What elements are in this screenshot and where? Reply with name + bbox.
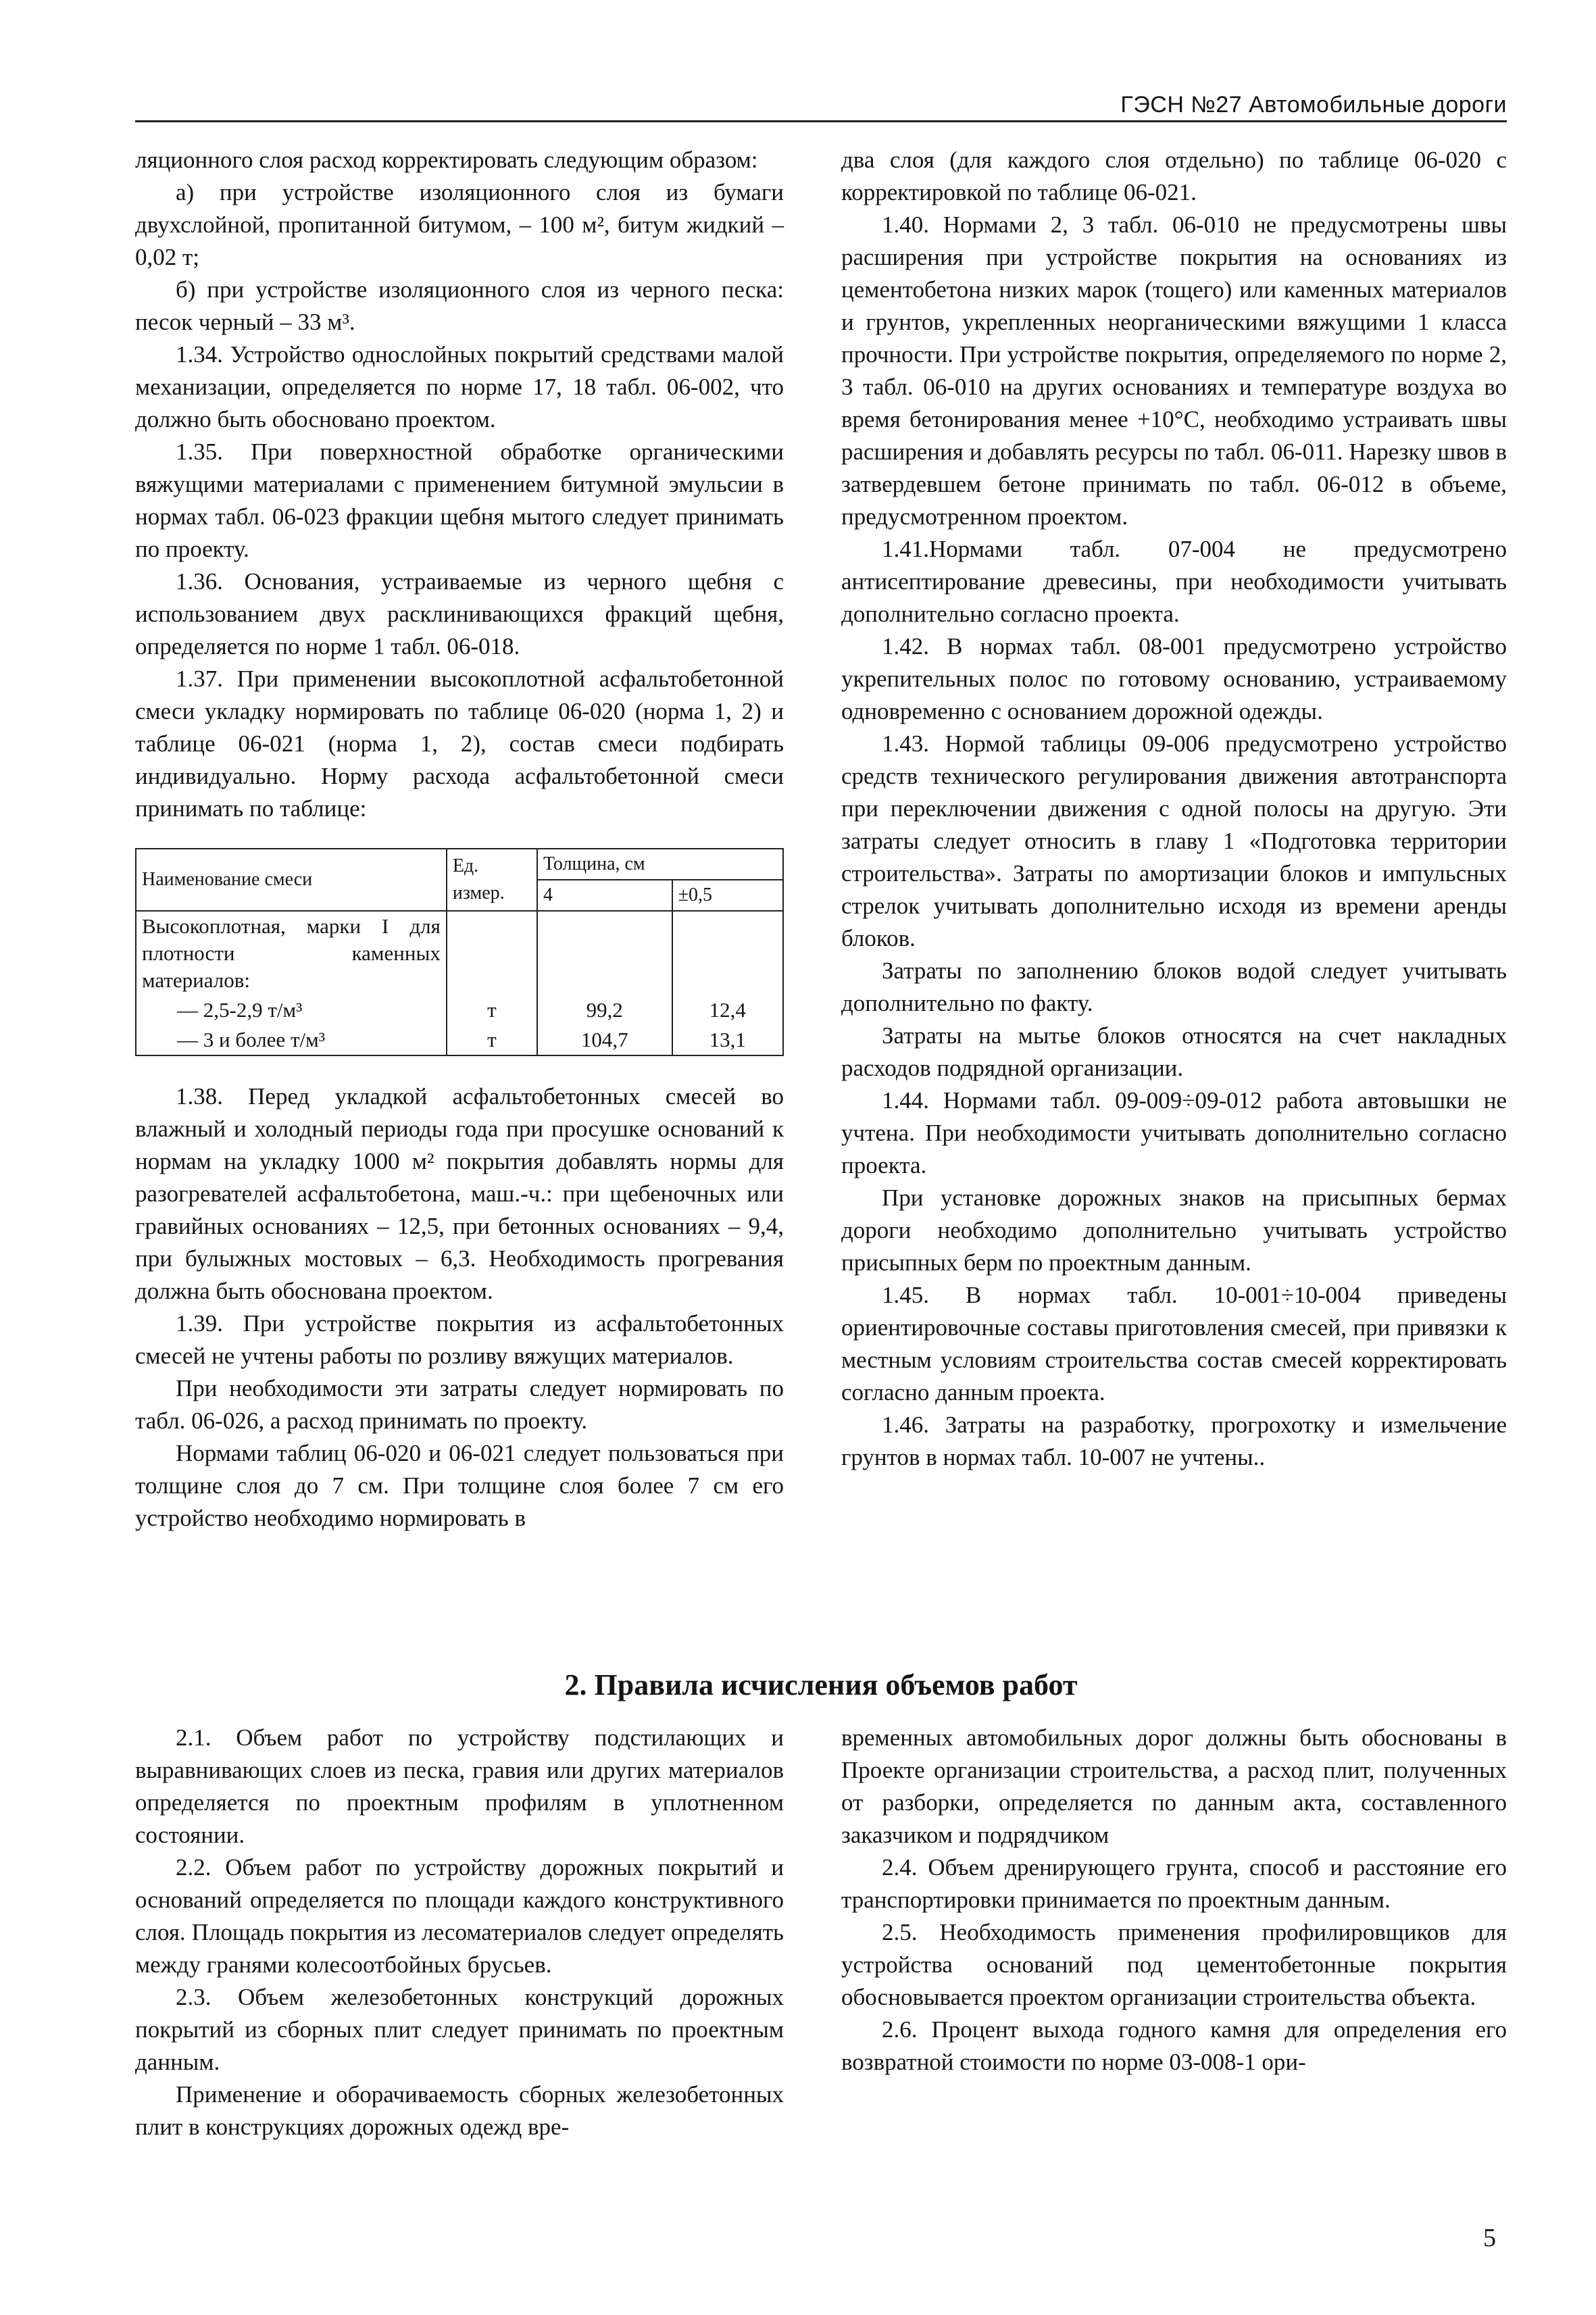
section-heading: 2. Правила исчисления объемов работ [564, 1668, 1078, 1701]
paragraph: ляционного слоя расход корректировать следующим образом: [135, 147, 758, 173]
table-header-unit: Ед. измер. [447, 849, 537, 911]
paragraph: Применение и оборачиваемость сборных железобетонных плит в конструкциях дорожных одежд вре- [135, 2081, 784, 2140]
table-cell-v2: 12,4 [672, 995, 783, 1025]
table-header-t1: 4 [537, 880, 672, 911]
paragraph: При необходимости эти затраты следует нормировать по табл. 06-026, а расход принимать по проекту. [135, 1375, 784, 1434]
paragraph: При установке дорожных знаков на присыпных бермах дороги необходимо дополнительно учитывать устройство присыпных берм по проектным данным. [841, 1185, 1507, 1276]
asphalt-mix-table [135, 848, 784, 1056]
table-group-label: Высокоплотная, марки I для плотности каменных материалов: [136, 911, 447, 995]
paragraph: Затраты по заполнению блоков водой следует учитывать дополнительно по факту. [841, 957, 1507, 1016]
table-row-name: — 2,5-2,9 т/м³ [136, 995, 447, 1025]
paragraph: 1.36. Основания, устраиваемые из черного щебня с использованием двух расклинивающихся фракций щебня, определяется по норме 1 табл. 06-018. [135, 568, 784, 659]
section-right-column [841, 1722, 1507, 2078]
left-column [135, 144, 784, 1535]
paragraph: 1.41.Нормами табл. 07-004 не предусмотрено антисептирование древесины, при необходимости учитывать дополнительно согласно проекта. [841, 536, 1507, 627]
section-left-column [135, 1722, 784, 2143]
paragraph: два слоя (для каждого слоя отдельно) по таблице 06-020 с корректировкой по таблице 06-021. [841, 147, 1507, 205]
right-column [841, 144, 1507, 1474]
page-number: 5 [1483, 2224, 1496, 2252]
paragraph: 2.3. Объем железобетонных конструкций дорожных покрытий из сборных плит следует принимать по проектным данным. [135, 1984, 784, 2075]
table-header-t2: ±0,5 [672, 880, 783, 911]
paragraph: 1.42. В нормах табл. 08-001 предусмотрено устройство укрепительных полос по готовому основанию, устраиваемому одновременно с основанием дорожной одежды. [841, 633, 1507, 724]
paragraph: 1.46. Затраты на разработку, прогрохотку и измельчение грунтов в нормах табл. 10-007 не учтены.. [841, 1412, 1507, 1470]
paragraph: 1.37. При применении высокоплотной асфальтобетонной смеси укладку нормировать по таблице 06-020 (норма 1, 2) и таблице 06-021 (норма 1, 2), состав смеси подбирать индивидуально. Норму расхода асфальтобетонной смеси принимать по таблице: [135, 666, 784, 822]
table-cell-unit: т [447, 1025, 537, 1055]
table-header-name: Наименование смеси [136, 849, 447, 911]
paragraph: Нормами таблиц 06-020 и 06-021 следует пользоваться при толщине слоя до 7 см. При толщине слоя более 7 см его устройство необходимо нормировать в [135, 1440, 784, 1531]
paragraph: 1.44. Нормами табл. 09-009÷09-012 работа автовышки не учтена. При необходимости учитывать дополнительно согласно проекта. [841, 1087, 1507, 1178]
table-header-thickness: Толщина, см [537, 849, 783, 880]
paragraph: 1.38. Перед укладкой асфальтобетонных смесей во влажный и холодный периоды года при просушке оснований к нормам на укладку 1000 м² покрытия добавлять нормы для разогревателей асфальтобетона, маш.-ч.: при щебеночных или гравийных основаниях – 12,5, при бетонных основаниях – 9,4, при булыжных мостовых – 6,3. Необходимость прогревания должна быть обоснована проектом. [135, 1083, 784, 1304]
table-cell-v2: 13,1 [672, 1025, 783, 1055]
running-header [135, 86, 1507, 122]
paragraph: 2.1. Объем работ по устройству подстилающих и выравнивающих слоев из песка, гравия или других материалов определяется по проектным профилям в уплотненном состоянии. [135, 1724, 784, 1848]
table-cell-unit: т [447, 995, 537, 1025]
paragraph: б) при устройстве изоляционного слоя из черного песка: песок черный – 33 м³. [135, 276, 784, 335]
paragraph: а) при устройстве изоляционного слоя из бумаги двухслойной, пропитанной битумом, – 100 м², битум жидкий – 0,02 т; [135, 179, 784, 270]
header-title: ГЭСН №27 Автомобильные дороги [1120, 92, 1507, 118]
paragraph: 1.40. Нормами 2, 3 табл. 06-010 не предусмотрены швы расширения при устройстве покрытия на основаниях из цементобетона низких марок (тощего) или каменных материалов и грунтов, укрепленных неорганическими вяжущими 1 класса прочности. При устройстве покрытия, определяемого по норме 2, 3 табл. 06-010 на других основаниях и температуре воздуха во время бетонирования менее +10°С, необходимо устраивать швы расширения и добавлять ресурсы по табл. 06-011. Нарезку швов в затвердевшем бетоне принимать по табл. 06-012 в объеме, предусмотренном проектом. [841, 211, 1507, 530]
table-cell-v1: 99,2 [537, 995, 672, 1025]
paragraph: 1.45. В нормах табл. 10-001÷10-004 приведены ориентировочные составы приготовления смесей, при привязки к местным условиям строительства состав смесей корректировать согласно данным проекта. [841, 1282, 1507, 1405]
paragraph: 1.35. При поверхностной обработке органическими вяжущими материалами с применением битумной эмульсии в нормах табл. 06-023 фракции щебня мытого следует принимать по проекту. [135, 439, 784, 562]
paragraph: временных автомобильных дорог должны быть обоснованы в Проекте организации строительства, а расход плит, полученных от разборки, определяется по данным акта, составленного заказчиком и подрядчиком [841, 1724, 1507, 1848]
paragraph: 1.39. При устройстве покрытия из асфальтобетонных смесей не учтены работы по розливу вяжущих материалов. [135, 1310, 784, 1369]
paragraph: 1.43. Нормой таблицы 09-006 предусмотрено устройство средств технического регулирования движения автотранспорта при переключении движения с одной полосы на другую. Эти затраты следует относить в главу 1 «Подготовка территории строительства». Затраты по амортизации блоков и импульсных стрелок учитывать дополнительно исходя из времени аренды блоков. [841, 730, 1507, 951]
paragraph: Затраты на мытье блоков относятся на счет накладных расходов подрядной организации. [841, 1022, 1507, 1081]
table-row-name: — 3 и более т/м³ [136, 1025, 447, 1055]
paragraph: 1.34. Устройство однослойных покрытий средствами малой механизации, определяется по норме 17, 18 табл. 06-002, что должно быть обосновано проектом. [135, 341, 784, 432]
paragraph: 2.5. Необходимость применения профилировщиков для устройства оснований под цементобетонные покрытия обосновывается проектом организации строительства объекта. [841, 1919, 1507, 2010]
paragraph: 2.2. Объем работ по устройству дорожных покрытий и оснований определяется по площади каждого конструктивного слоя. Площадь покрытия из лесоматериалов следует определять между гранями колесоотбойных брусьев. [135, 1854, 784, 1978]
paragraph: 2.4. Объем дренирующего грунта, способ и расстояние его транспортировки принимается по проектным данным. [841, 1854, 1507, 1913]
table-cell-v1: 104,7 [537, 1025, 672, 1055]
paragraph: 2.6. Процент выхода годного камня для определения его возвратной стоимости по норме 03-008-1 ори- [841, 2016, 1507, 2075]
